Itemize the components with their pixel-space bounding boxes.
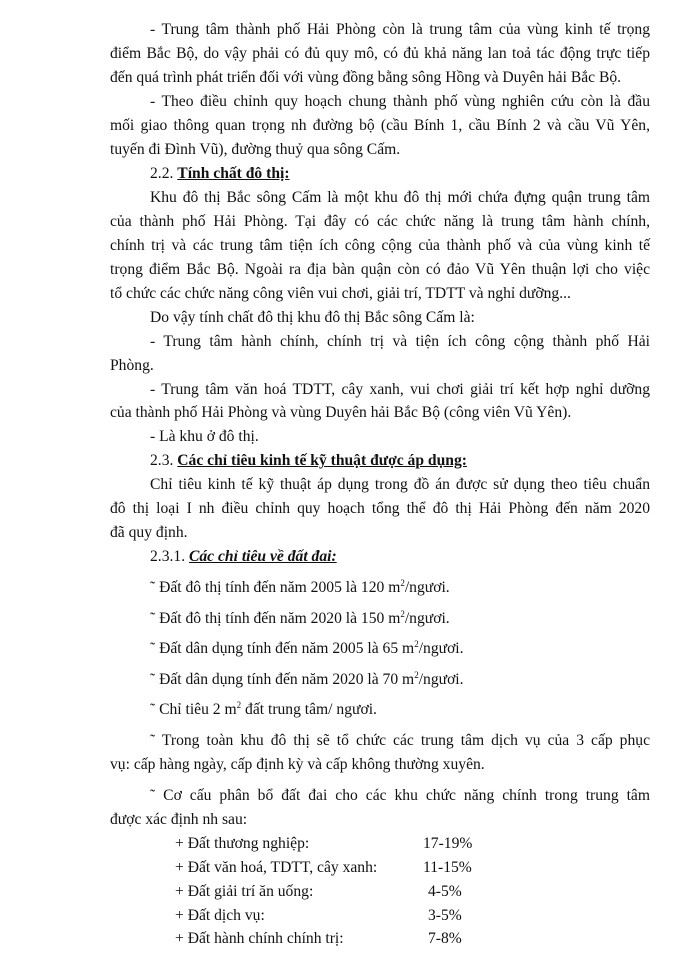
paragraph-line: mối giao thông quan trọng nh đường bộ (cầu Bính 1, cầu Bính 2 và cầu Vũ Yên, bbox=[110, 117, 650, 135]
section-title: Tính chất đô thị: bbox=[177, 164, 290, 182]
paragraph-line: - Trung tâm văn hoá TDTT, cây xanh, vui chơi giải trí kết hợp nghỉ dưỡng bbox=[150, 380, 650, 398]
bullet-item: ˜ Đất dân dụng tính đến năm 2020 là 70 $m^2$/ngươi. bbox=[150, 669, 464, 688]
paragraph-line: - Là khu ở đô thị. bbox=[150, 428, 259, 446]
paragraph-line: đô thị loại I nh điều chỉnh quy hoạch tổng thể đô thị Hải Phòng đến năm 2020 bbox=[110, 500, 650, 518]
superscript: 2 bbox=[414, 638, 419, 649]
allocation-value: 11-15% bbox=[423, 858, 472, 876]
allocation-label: + Đất dịch vụ: bbox=[175, 906, 265, 924]
section-number: 2.3. bbox=[150, 452, 178, 470]
paragraph-line: của thành phố Hải Phòng. Tại đây có các chức năng là trung tâm hành chính, bbox=[110, 212, 650, 230]
bullet-item-continuation: vụ: cấp hàng ngày, cấp định kỳ và cấp không thường xuyên. bbox=[110, 756, 485, 774]
allocation-label: + Đất hành chính chính trị: bbox=[175, 930, 344, 948]
section-heading-2-3 bbox=[150, 449, 650, 473]
superscript: 2 bbox=[400, 577, 405, 588]
paragraph-line: đã quy định. bbox=[110, 524, 188, 542]
paragraph-line: - Theo điều chỉnh quy hoạch chung thành phố vùng nghiên cứu còn là đầu bbox=[150, 93, 650, 111]
paragraph-line: chính trị và các trung tâm tiện ích công cộng của thành phố và của vùng kinh tế bbox=[110, 236, 650, 254]
section-heading-2-2 bbox=[150, 162, 650, 186]
paragraph-line: - Trung tâm hành chính, chính trị và tiện ích công cộng thành phố Hải bbox=[150, 332, 650, 350]
paragraph-line: tuyến đi Đình Vũ), đường thuỷ qua sông Cấm. bbox=[110, 140, 401, 158]
allocation-value: 17-19% bbox=[423, 834, 473, 852]
bullet-item: ˜ Đất dân dụng tính đến năm 2005 là 65 $m^2$/ngươi. bbox=[150, 638, 464, 658]
allocation-label: + Đất thương nghiệp: bbox=[175, 834, 310, 852]
bullet-item: ˜ Trong toàn khu đô thị sẽ tổ chức các trung tâm dịch vụ của 3 cấp phục bbox=[150, 732, 650, 750]
paragraph-line: điểm Bắc Bộ, do vậy phải có đủ quy mô, có đủ khả năng lan toả tác động trực tiếp bbox=[110, 45, 650, 63]
bullet-item: ˜ Đất đô thị tính đến năm 2005 là 120 $m^2$/ngươi. bbox=[150, 577, 450, 596]
bullet-item: ˜ Cơ cấu phân bổ đất đai cho các khu chức năng chính trong trung tâm bbox=[150, 786, 650, 804]
paragraph-line: trọng điểm Bắc Bộ. Ngoài ra địa bàn quận còn có đảo Vũ Yên thuận lợi cho việc bbox=[110, 260, 650, 278]
section-title: Các chỉ tiêu về đất đai: bbox=[188, 548, 337, 566]
paragraph-line: - Trung tâm thành phố Hải Phòng còn là trung tâm của vùng kinh tế trọng bbox=[150, 21, 650, 39]
paragraph-line: tổ chức các chức năng công viên vui chơi, giải trí, TDTT và nghỉ dưỡng... bbox=[110, 284, 571, 302]
section-number: 2.3.1. bbox=[150, 548, 189, 566]
paragraph-line: Phòng. bbox=[110, 356, 154, 374]
bullet-item-continuation: được xác định nh sau: bbox=[110, 810, 248, 828]
bullet-item: ˜ Chỉ tiêu 2 $m^2$ đất trung tâm/ ngươi. bbox=[150, 700, 377, 719]
section-number: 2.2. bbox=[150, 164, 178, 182]
paragraph-line: đến quá trình phát triển đối với vùng đồng bằng sông Hồng và Duyên hải Bắc Bộ. bbox=[110, 69, 622, 87]
section-heading-2-3-1 bbox=[150, 545, 650, 569]
allocation-value: 7-8% bbox=[428, 930, 462, 948]
superscript: 2 bbox=[400, 608, 405, 619]
paragraph-line: Do vậy tính chất đô thị khu đô thị Bắc sông Cấm là: bbox=[150, 308, 475, 326]
paragraph-line: Khu đô thị Bắc sông Cấm là một khu đô thị mới chứa đựng quận trung tâm bbox=[150, 188, 650, 206]
allocation-label: + Đất giải trí ăn uống: bbox=[175, 882, 314, 900]
allocation-label: + Đất văn hoá, TDTT, cây xanh: bbox=[175, 858, 378, 876]
bullet-item: ˜ Đất đô thị tính đến năm 2020 là 150 $m^2$/ngươi. bbox=[150, 608, 450, 627]
paragraph-line: của thành phố Hải Phòng và vùng Duyên hải Bắc Bộ (công viên Vũ Yên). bbox=[110, 404, 572, 422]
paragraph-line: Chỉ tiêu kinh tế kỹ thuật áp dụng trong đồ án được sử dụng theo tiêu chuẩn bbox=[150, 476, 650, 494]
allocation-value: 4-5% bbox=[428, 882, 462, 900]
allocation-value: 3-5% bbox=[428, 906, 462, 924]
superscript: 2 bbox=[414, 669, 419, 680]
section-title: Các chỉ tiêu kinh tế kỹ thuật được áp dụng: bbox=[177, 452, 467, 470]
superscript: 2 bbox=[236, 700, 242, 711]
